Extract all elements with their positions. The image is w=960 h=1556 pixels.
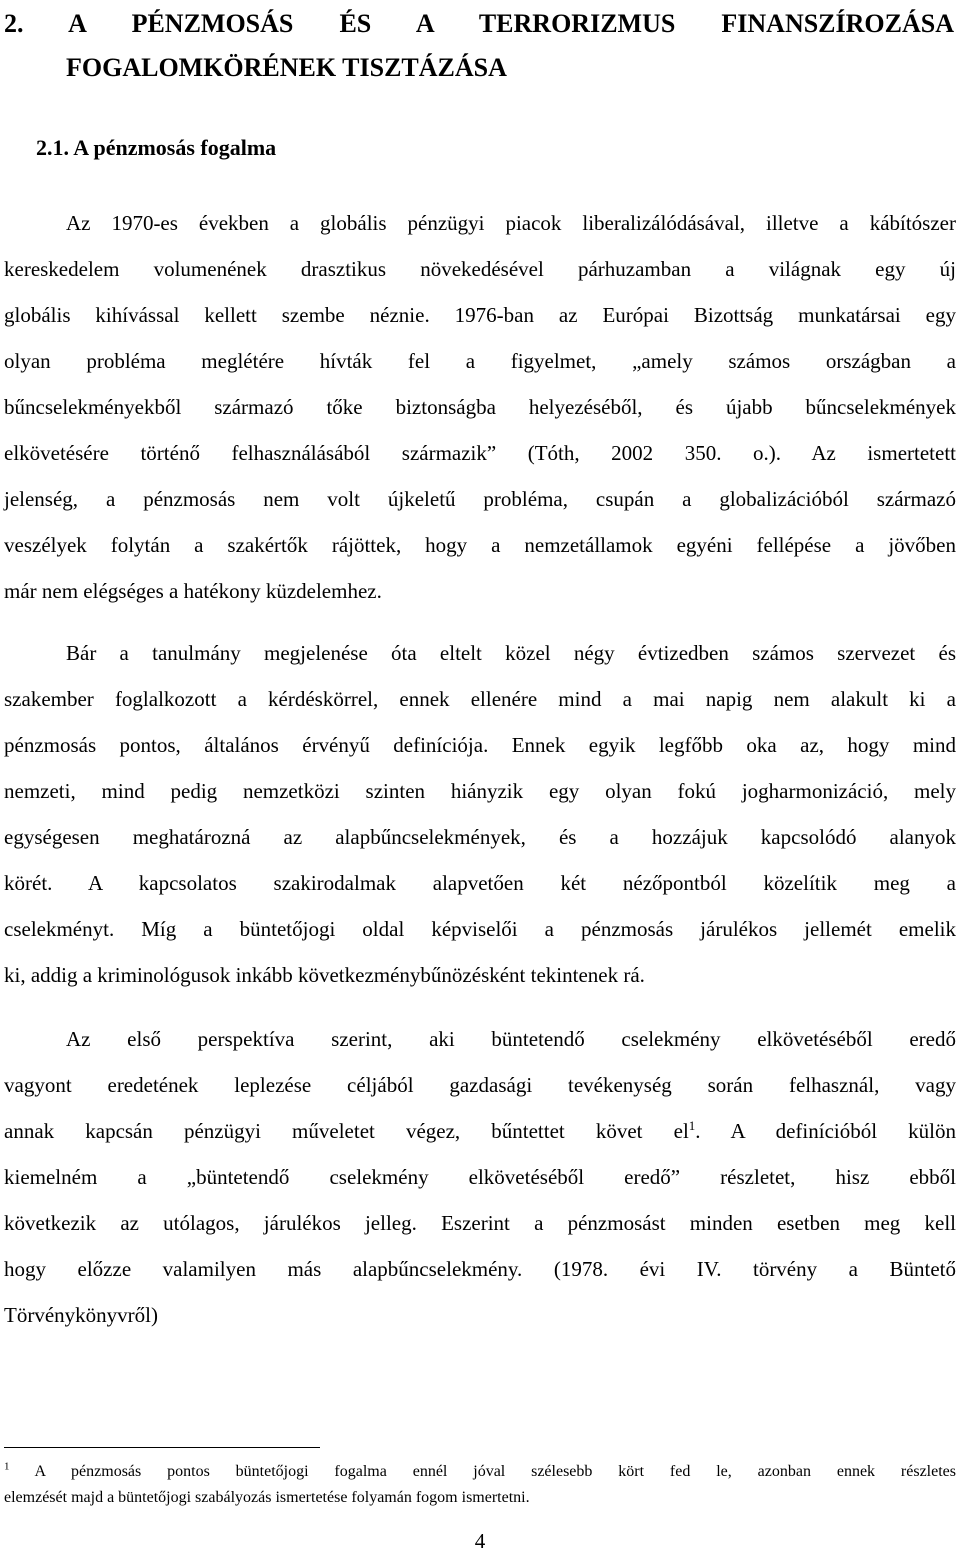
paragraph-line: már nem elégséges a hatékony küzdelemhez. (4, 579, 382, 603)
section-title: 2.1. A pénzmosás fogalma (36, 135, 277, 160)
paragraph-line: veszélyek folytán a szakértők rájöttek, hogy a nemzetállamok egyéni fellépése a jövőben (4, 533, 956, 557)
paragraph-line: elkövetésére történő felhasználásából származik” (Tóth, 2002 350. o.). Az ismertetett (4, 441, 956, 465)
paragraph-line: olyan probléma meglétére hívták fel a figyelmet, „amely számos országban a (4, 349, 956, 373)
paragraph-line-tail: . A definícióból külön (695, 1119, 956, 1143)
footnote-text: A pénzmosás pontos büntetőjogi fogalma ennél jóval szélesebb kört fed le, azonban ennek részletes (34, 1463, 956, 1480)
paragraph-line: vagyont eredetének leplezése céljából gazdasági tevékenység során felhasznál, vagy (4, 1073, 956, 1097)
chapter-title-line-1: 2. A PÉNZMOSÁS ÉS A TERRORIZMUS FINANSZÍROZÁSA (4, 9, 954, 38)
paragraph-line: jelenség, a pénzmosás nem volt újkeletű probléma, csupán a globalizációból származó (4, 487, 956, 511)
paragraph-line: következik az utólagos, járulékos jelleg. Eszerint a pénzmosást minden esetben meg kell (4, 1211, 956, 1235)
paragraph-line: körét. A kapcsolatos szakirodalmak alapvetően két nézőpontból közelítik meg a (4, 871, 956, 895)
paragraph-line-head: annak kapcsán pénzügyi műveletet végez, bűntettet követ el (4, 1119, 689, 1143)
paragraph-line: Az első perspektíva szerint, aki büntetendő cselekmény elkövetéséből eredő (66, 1027, 956, 1051)
footnote-marker: 1 (4, 1460, 10, 1473)
footnote-reference[interactable]: 1 (688, 1118, 696, 1133)
paragraph-line: hogy előzze valamilyen más alapbűncselekmény. (1978. évi IV. törvény a Büntető (4, 1257, 956, 1281)
footnote-line-2: elemzését majd a büntetőjogi szabályozás ismertetése folyamán fogom ismertetni. (4, 1489, 530, 1506)
paragraph-line: Törvénykönyvről) (4, 1303, 158, 1327)
paragraph-line: pénzmosás pontos, általános érvényű definíciója. Ennek egyik legfőbb oka az, hogy mind (4, 733, 956, 757)
paragraph-line: nemzeti, mind pedig nemzetközi szinten hiányzik egy olyan fokú jogharmonizáció, mely (4, 779, 956, 803)
paragraph-line: globális kihívással kellett szembe néznie. 1976-ban az Európai Bizottság munkatársai egy (4, 303, 956, 327)
paragraph-2 (4, 630, 956, 998)
paragraph-line: kiemelném a „büntetendő cselekmény elkövetéséből eredő” részletet, hisz ebből (4, 1165, 956, 1189)
paragraph-line: Bár a tanulmány megjelenése óta eltelt közel négy évtizedben számos szervezet és (66, 641, 956, 665)
paragraph-line-with-footnote (4, 1108, 956, 1154)
paragraph-line: bűncselekményekből származó tőke biztonságba helyezéséből, és újabb bűncselekmények (4, 395, 956, 419)
paragraph-3 (4, 1016, 956, 1338)
footnote-line-1 (4, 1459, 956, 1485)
paragraph-line: egységesen meghatározná az alapbűncselekmények, és a hozzájuk kapcsolódó alanyok (4, 825, 956, 849)
paragraph-line: kereskedelem volumenének drasztikus növekedésével párhuzamban a világnak egy új (4, 257, 956, 281)
paragraph-line: ki, addig a kriminológusok inkább következménybűnözésként tekintenek rá. (4, 963, 645, 987)
paragraph-1 (4, 200, 956, 614)
page-number: 4 (474, 1529, 486, 1553)
paragraph-line: Az 1970-es években a globális pénzügyi piacok liberalizálódásával, illetve a kábítószer (66, 211, 956, 235)
footnote-separator (4, 1447, 320, 1448)
footnote (4, 1459, 956, 1511)
paragraph-line: szakember foglalkozott a kérdéskörrel, ennek ellenére mind a mai napig nem alakult ki a (4, 687, 956, 711)
chapter-title-line-2: FOGALOMKÖRÉNEK TISZTÁZÁSA (66, 53, 507, 82)
chapter-title (4, 2, 954, 90)
paragraph-line: cselekményt. Míg a büntetőjogi oldal képviselői a pénzmosás járulékos jellemét emelik (4, 917, 956, 941)
